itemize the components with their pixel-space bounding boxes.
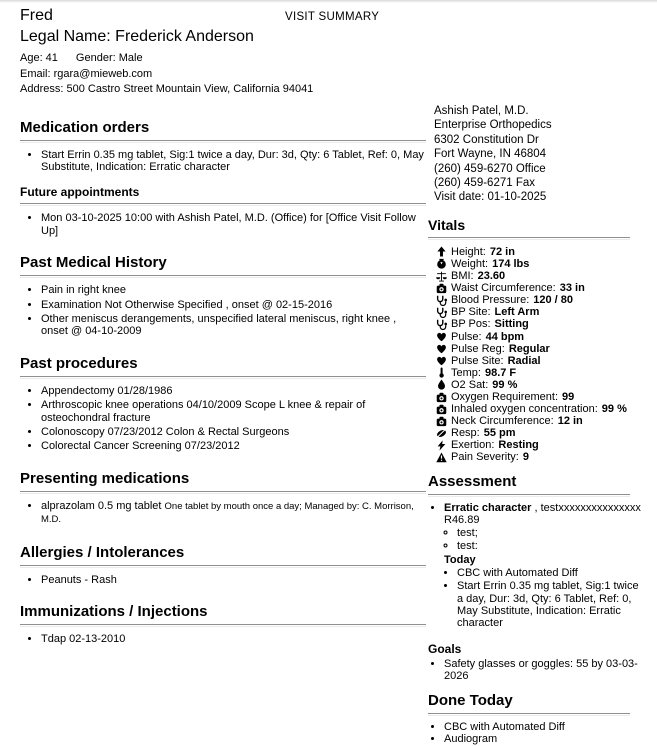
section-past-medical-history: [20, 254, 426, 338]
allergies-list: [20, 574, 426, 586]
height-icon: [436, 246, 447, 257]
vital-label: Pulse:: [451, 330, 482, 343]
section-goals: [428, 642, 644, 683]
section-immunizations: [20, 603, 426, 645]
vital-value: 72 in: [489, 245, 515, 258]
assessment-today-list: [444, 567, 644, 629]
section-title: Medication orders: [20, 118, 150, 136]
measure-device-icon: [436, 283, 447, 294]
vital-value: Radial: [507, 354, 541, 367]
section-allergies: [20, 544, 426, 586]
section-title: Assessment: [428, 472, 517, 490]
provider-block: [428, 104, 644, 205]
visit-date: Visit date: 01-10-2025: [434, 191, 547, 204]
bmi-scale-icon: [436, 271, 447, 282]
presenting-medications-list: [20, 500, 426, 527]
future-appointments-list: [20, 212, 426, 237]
vital-row: [436, 318, 644, 330]
section-title: Allergies / Intolerances: [20, 543, 185, 561]
done-today-list: [428, 721, 644, 746]
list-item: [41, 500, 426, 527]
list-item: ◦ test;: [457, 527, 644, 539]
medication-name: alprazolam 0.5 mg tablet: [41, 499, 162, 512]
vitals-list: [428, 246, 644, 464]
list-item: • Safety glasses or goggles: 55 by 03-03-2026: [444, 658, 644, 683]
patient-gender: Gender: Male: [75, 52, 143, 64]
vital-value: 12 in: [557, 415, 583, 428]
section-divider: [428, 237, 630, 240]
vital-row: [436, 331, 644, 343]
vital-label: Resp:: [451, 427, 480, 440]
list-item: • Colorectal Cancer Screening 07/23/2012: [41, 440, 426, 452]
list-item: • Arthroscopic knee operations 04/10/2009 Scope L knee & repair of osteochondral fracture: [41, 399, 426, 424]
vital-row: [436, 282, 644, 294]
patient-email: Email: rgara@mieweb.com: [20, 67, 153, 80]
section-divider: [20, 140, 426, 143]
vital-value: 55 pm: [483, 427, 516, 440]
vital-value: Regular: [508, 342, 550, 355]
section-title: Presenting medications: [20, 469, 190, 487]
diagnosis-detail: , testxxxxxxxxxxxxxxx R46.89: [444, 501, 641, 526]
droplet-icon: [436, 379, 447, 390]
patient-preferred-name: Fred: [20, 7, 53, 24]
patient-legal-name: Legal Name: Frederick Anderson: [20, 28, 254, 45]
section-title: Immunizations / Injections: [20, 603, 208, 620]
vital-label: BMI:: [451, 270, 474, 283]
vital-label: Blood Pressure:: [451, 294, 530, 307]
section-assessment: [428, 473, 644, 630]
section-title: Goals: [428, 641, 462, 656]
assessment-list: [428, 502, 644, 630]
vital-row: [436, 246, 644, 258]
assessment-today-label: Today: [444, 553, 476, 566]
vital-row: [436, 355, 644, 367]
provider-address-line2: Fort Wayne, IN 46804: [434, 148, 547, 161]
patient-demographics: [20, 51, 426, 67]
section-past-procedures: [20, 355, 426, 453]
section-divider: [20, 275, 426, 278]
section-done-today: [428, 692, 644, 746]
section-divider: [20, 491, 426, 494]
vital-row: [436, 451, 644, 463]
diagnosis-name: Erratic character: [444, 501, 532, 514]
past-medical-history-list: [20, 284, 426, 338]
vital-row: [436, 439, 644, 451]
thermometer-icon: [436, 367, 447, 378]
vital-label: Neck Circumference:: [451, 415, 554, 428]
list-item: • CBC with Automated Diff: [457, 567, 644, 579]
measure-device-icon: [436, 404, 447, 415]
section-title: Past procedures: [20, 354, 138, 372]
vital-label: Temp:: [451, 366, 481, 379]
vital-row: [436, 294, 644, 306]
vital-label: Pulse Site:: [451, 354, 504, 367]
list-item: • Mon 03-10-2025 10:00 with Ashish Patel, M.D. (Office) for [Office Visit Follow Up]: [41, 212, 426, 237]
vital-row: [436, 403, 644, 415]
measure-device-icon: [436, 416, 447, 427]
document-title: VISIT SUMMARY: [285, 11, 380, 23]
vital-value: 33 in: [559, 282, 585, 295]
provider-phone-office: (260) 459-6270 Office: [434, 162, 546, 175]
vital-value: 99 %: [492, 378, 518, 391]
heart-icon: [436, 343, 447, 354]
patient-age: Age: 41: [20, 52, 58, 64]
heart-icon: [436, 355, 447, 366]
vital-row: [436, 270, 644, 282]
list-item: • Appendectomy 01/28/1986: [41, 385, 426, 397]
stethoscope-icon: [436, 295, 447, 306]
patient-address: Address: 500 Castro Street Mountain View, California 94041: [20, 83, 314, 95]
vital-label: Waist Circumference:: [451, 282, 556, 295]
vital-value: 23.60: [477, 270, 506, 283]
vital-label: Exertion:: [451, 439, 495, 452]
section-title: Vitals: [428, 216, 466, 233]
left-column: [20, 6, 426, 647]
stethoscope-icon: [436, 307, 447, 318]
list-item: • Start Errin 0.35 mg tablet, Sig:1 twice a day, Dur: 3d, Qty: 6 Tablet, Ref: 0, May Substitute, Indication: Erratic character: [457, 580, 644, 629]
assessment-sub-list: [444, 527, 644, 553]
section-divider: [20, 624, 426, 627]
vital-label: Oxygen Requirement:: [451, 391, 558, 404]
vital-label: BP Pos:: [451, 318, 491, 331]
vital-value: 98.7 F: [484, 366, 517, 379]
vital-row: [436, 415, 644, 427]
vital-label: Height:: [451, 245, 486, 258]
weight-icon: [436, 258, 447, 269]
section-divider: [428, 713, 630, 716]
past-procedures-list: [20, 385, 426, 453]
list-item: ◦ test:: [457, 540, 644, 552]
right-column: [428, 104, 644, 746]
medication-sig: One tablet by mouth once a day; Managed by: C. Morrison, M.D.: [41, 500, 414, 526]
vital-row: [436, 258, 644, 270]
vital-value: 120 / 80: [533, 294, 574, 307]
vital-value: 99 %: [601, 403, 627, 416]
vital-label: BP Site:: [451, 306, 491, 319]
list-item: • Examination Not Otherwise Specified , onset @ 02-15-2016: [41, 299, 426, 311]
section-divider: [20, 203, 426, 206]
vital-row: [436, 379, 644, 391]
vital-row: [436, 343, 644, 355]
vital-value: Resting: [498, 439, 539, 452]
section-presenting-medications: [20, 470, 426, 527]
list-item: • Pain in right knee: [41, 284, 426, 296]
vital-row: [436, 391, 644, 403]
section-title: Past Medical History: [20, 254, 167, 272]
measure-device-icon: [436, 392, 447, 403]
provider-phone-fax: (260) 459-6271 Fax: [434, 177, 536, 190]
medication-orders-list: [20, 149, 426, 174]
vital-value: 44 bpm: [485, 330, 525, 343]
list-item: • Other meniscus derangements, unspecified lateral meniscus, right knee , onset @ 04-10-2009: [41, 313, 426, 338]
section-divider: [20, 376, 426, 379]
list-item: • Peanuts - Rash: [41, 574, 426, 586]
vital-label: Pain Severity:: [451, 451, 519, 464]
immunizations-list: [20, 633, 426, 645]
section-title: Done Today: [428, 692, 513, 710]
vital-value: 174 lbs: [492, 257, 530, 270]
section-vitals: [428, 217, 644, 464]
vital-value: Left Arm: [494, 306, 540, 319]
vital-value: Sitting: [494, 318, 529, 331]
goals-list: [428, 658, 644, 683]
vital-label: Pulse Reg:: [451, 342, 505, 355]
provider-name: Ashish Patel, M.D.: [434, 105, 529, 117]
vital-value: 99: [562, 391, 575, 404]
vital-label: Weight:: [451, 257, 489, 270]
assessment-item: [444, 502, 644, 630]
vital-row: [436, 367, 644, 379]
vital-value: 9: [522, 451, 529, 464]
section-title: Future appointments: [20, 185, 140, 200]
provider-org: Enterprise Orthopedics: [434, 119, 552, 132]
section-divider: [20, 565, 426, 568]
lightning-icon: [436, 440, 447, 451]
page-top-edge: [0, 0, 657, 3]
list-item: • Audiogram: [444, 733, 644, 745]
stethoscope-icon: [436, 319, 447, 330]
vital-row: [436, 427, 644, 439]
vital-label: Inhaled oxygen concentration:: [451, 403, 598, 416]
list-item: • CBC with Automated Diff: [444, 721, 644, 733]
list-item: • Tdap 02-13-2010: [41, 633, 426, 645]
heart-icon: [436, 331, 447, 342]
warning-icon: [436, 452, 447, 463]
provider-address-line1: 6302 Constitution Dr: [434, 133, 539, 146]
lungs-icon: [436, 428, 447, 439]
section-medication-orders: [20, 119, 426, 174]
section-future-appointments: [20, 185, 426, 237]
list-item: • Start Errin 0.35 mg tablet, Sig:1 twice a day, Dur: 3d, Qty: 6 Tablet, Ref: 0, May Substitute, Indication: Erratic character: [41, 149, 426, 174]
vital-label: O2 Sat:: [451, 378, 489, 391]
vital-row: [436, 306, 644, 318]
list-item: • Colonoscopy 07/23/2012 Colon & Rectal Surgeons: [41, 426, 426, 438]
section-divider: [428, 494, 630, 497]
